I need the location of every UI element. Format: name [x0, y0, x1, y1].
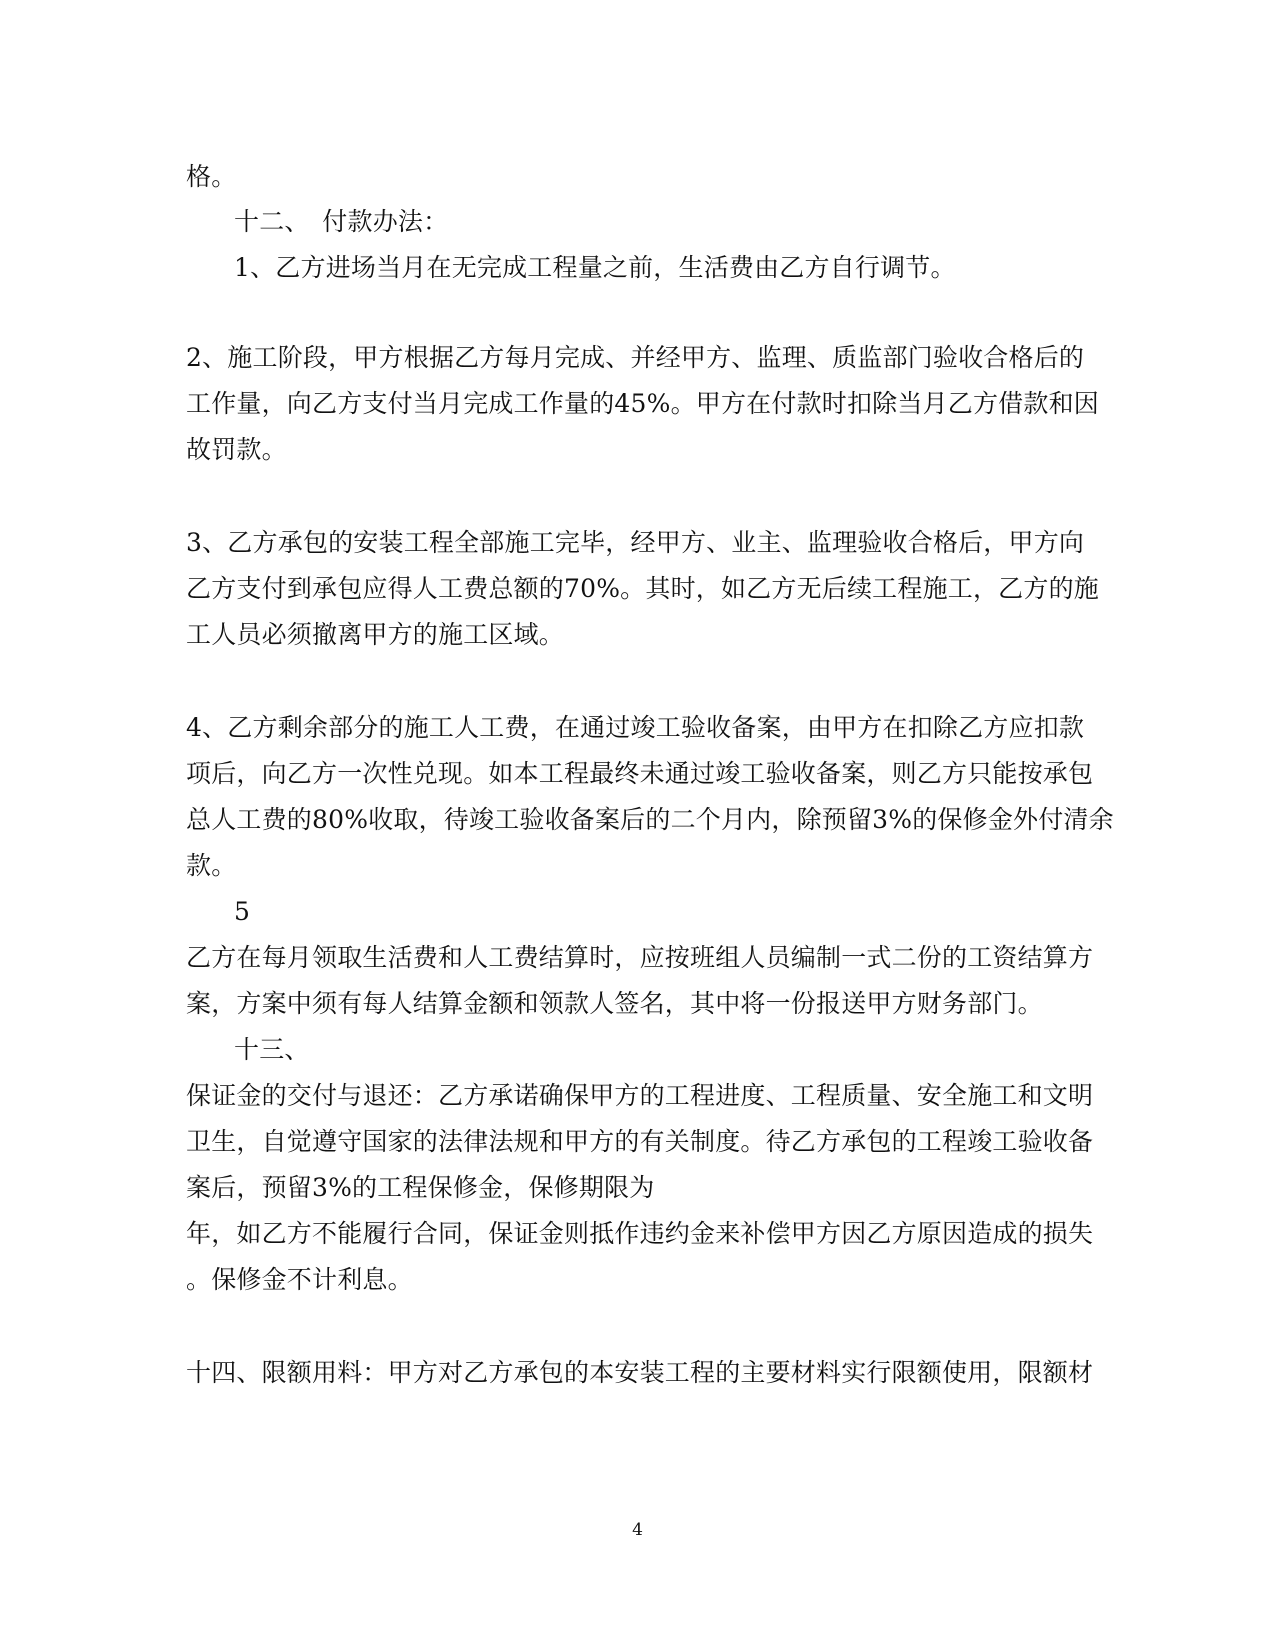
text-line-4: 2、施工阶段，甲方根据乙方每月完成、并经甲方、监理、质监部门验收合格后的 [186, 343, 1085, 372]
section-heading-13: 十三、 [234, 1035, 310, 1064]
text-line-11: 项后，向乙方一次性兑现。如本工程最终未通过竣工验收备案，则乙方只能按承包 [186, 759, 1094, 788]
text-line-15: 乙方在每月领取生活费和人工费结算时，应按班组人员编制一式二份的工资结算方 [186, 943, 1094, 972]
text-line-10: 4、乙方剩余部分的施工人工费，在通过竣工验收备案，由甲方在扣除乙方应扣款 [186, 713, 1085, 742]
text-line-18: 保证金的交付与退还：乙方承诺确保甲方的工程进度、工程质量、安全施工和文明 [186, 1081, 1094, 1110]
text-line-22: 。保修金不计利息。 [186, 1265, 413, 1294]
text-line-20: 案后，预留3%的工程保修金，保修期限为 [186, 1173, 655, 1202]
text-line-9: 工人员必须撤离甲方的施工区域。 [186, 620, 565, 649]
text-line-3: 1、乙方进场当月在无完成工程量之前，生活费由乙方自行调节。 [234, 253, 956, 282]
page-number: 4 [632, 1520, 643, 1540]
text-line-16: 案，方案中须有每人结算金额和领款人签名，其中将一份报送甲方财务部门。 [186, 989, 1043, 1018]
text-line-12: 总人工费的80%收取，待竣工验收备案后的二个月内，除预留3%的保修金外付清余 [186, 805, 1114, 834]
text-line-13: 款。 [186, 851, 237, 880]
text-line-7: 3、乙方承包的安装工程全部施工完毕，经甲方、业主、监理验收合格后，甲方向 [186, 528, 1085, 557]
section-heading-14: 十四、限额用料：甲方对乙方承包的本安装工程的主要材料实行限额使用，限额材 [186, 1358, 1094, 1387]
text-line-8: 乙方支付到承包应得人工费总额的70%。其时，如乙方无后续工程施工，乙方的施 [186, 574, 1099, 603]
text-line-21: 年，如乙方不能履行合同，保证金则抵作违约金来补偿甲方因乙方原因造成的损失 [186, 1219, 1094, 1248]
text-line-6: 故罚款。 [186, 435, 287, 464]
section-heading-12: 十二、 付款办法： [234, 207, 449, 236]
text-line-5: 工作量，向乙方支付当月完成工作量的45%。甲方在付款时扣除当月乙方借款和因 [186, 389, 1099, 418]
text-line-14: 5 [234, 897, 251, 926]
text-line-19: 卫生，自觉遵守国家的法律法规和甲方的有关制度。待乙方承包的工程竣工验收备 [186, 1127, 1094, 1156]
text-line-1: 格。 [186, 162, 237, 191]
